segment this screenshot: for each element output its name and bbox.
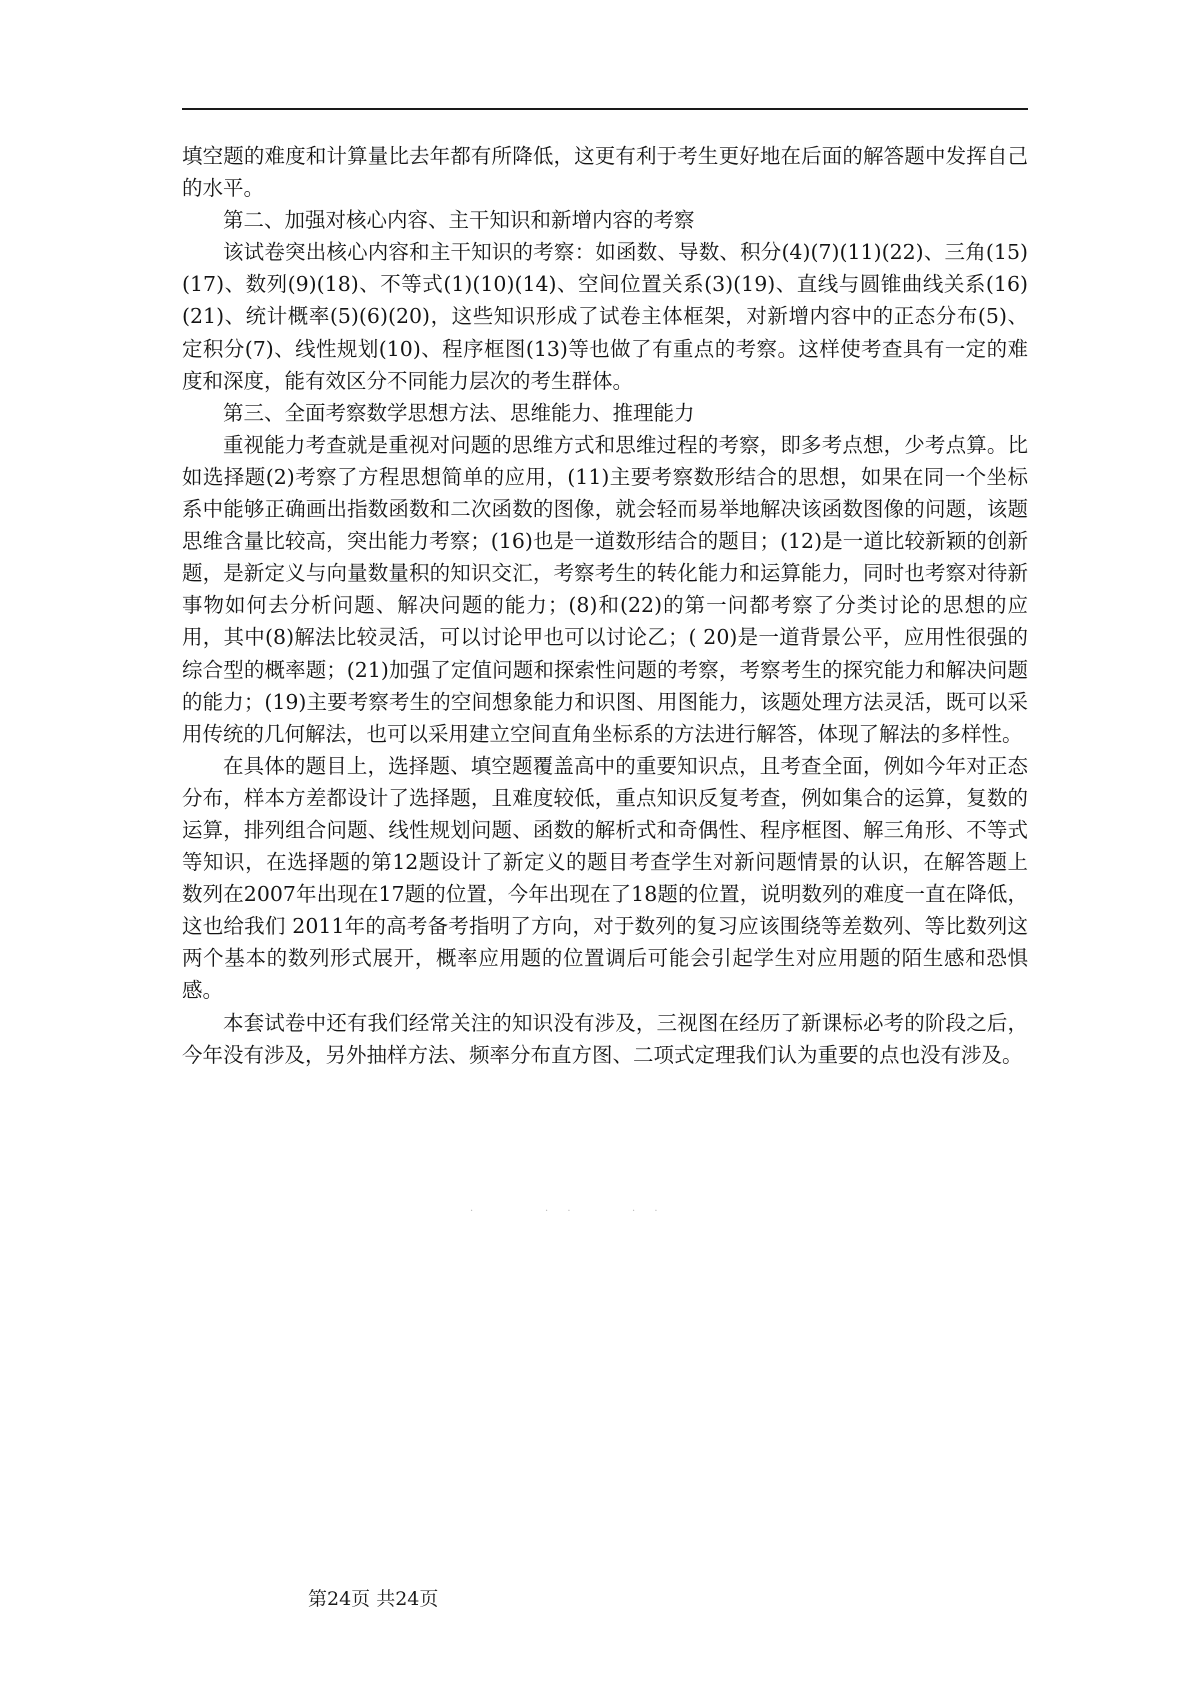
section-heading-2: 第二、加强对核心内容、主干知识和新增内容的考察 xyxy=(223,208,695,233)
document-body xyxy=(182,140,1028,1071)
paragraph-continuation: 填空题的难度和计算量比去年都有所降低，这更有利于考生更好地在后面的解答题中发挥自己的水平。 xyxy=(182,144,1028,201)
page-footer: 第24页 共24页 xyxy=(308,1588,439,1610)
faint-mark: · · xyxy=(632,1206,666,1217)
header-rule xyxy=(182,108,1028,110)
section-heading-3: 第三、全面考察数学思想方法、思维能力、推理能力 xyxy=(223,400,695,425)
faint-mark: · · xyxy=(545,1206,579,1217)
paragraph-ability: 重视能力考查就是重视对问题的思维方式和思维过程的考察，即多考点想，少考点算。比如选择题(2)考察了方程思想简单的应用，(11)主要考察数形结合的思想，如果在同一个坐标系中能够正确画出指数函数和二次函数的图像，就会轻而易举地解决该函数图像的问题，该题思维含量比较高，突出能力考察；(16)也是一道数形结合的题目；(12)是一道比较新颖的创新题，是新定义与向量数量积的知识交汇，考察考生的转化能力和运算能力，同时也考察对待新事物如何去分析问题、解决问题的能力；(8)和(22)的第一问都考察了分类讨论的思想的应用，其中(8)解法比较灵活，可以讨论甲也可以讨论乙；( 20)是一道背景公平，应用性很强的综合型的概率题；(21)加强了定值问题和探索性问题的考察，考察考生的探究能力和解决问题的能力；(19)主要考察考生的空间想象能力和识图、用图能力，该题处理方法灵活，既可以采用传统的几何解法，也可以采用建立空间直角坐标系的方法进行解答，体现了解法的多样性。 xyxy=(182,432,1028,746)
paragraph-not-covered: 本套试卷中还有我们经常关注的知识没有涉及，三视图在经历了新课标必考的阶段之后，今年没有涉及，另外抽样方法、频率分布直方图、二项式定理我们认为重要的点也没有涉及。 xyxy=(182,1010,1028,1067)
paragraph-specific-questions: 在具体的题目上，选择题、填空题覆盖高中的重要知识点，且考查全面，例如今年对正态分布，样本方差都设计了选择题，且难度较低，重点知识反复考查，例如集合的运算，复数的运算，排列组合问题、线性规划问题、函数的解析式和奇偶性、程序框图、解三角形、不等式等知识，在选择题的第12题设计了新定义的题目考查学生对新问题情景的认识，在解答题上数列在2007年出现在17题的位置，今年出现在了18题的位置，说明数列的难度一直在降低，这也给我们 2011年的高考备考指明了方向，对于数列的复习应该围绕等差数列、等比数列这两个基本的数列形式展开，概率应用题的位置调后可能会引起学生对应用题的陌生感和恐惧感。 xyxy=(182,753,1028,1003)
paragraph-core-content: 该试卷突出核心内容和主干知识的考察：如函数、导数、积分(4)(7)(11)(22)、三角(15)(17)、数列(9)(18)、不等式(1)(10)(14)、空间位置关系(3)(19)、直线与圆锥曲线关系(16)(21)、统计概率(5)(6)(20)，这些知识形成了试卷主体框架，对新增内容中的正态分布(5)、定积分(7)、线性规划(10)、程序框图(13)等也做了有重点的考察。这样使考查具有一定的难度和深度，能有效区分不同能力层次的考生群体。 xyxy=(182,240,1028,393)
faint-mark: · xyxy=(470,1206,482,1217)
